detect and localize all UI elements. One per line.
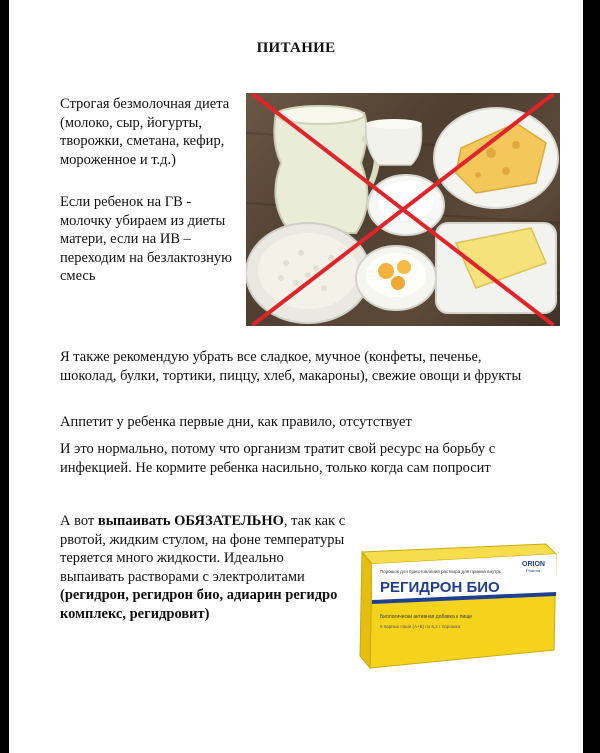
appetite-paragraph: Аппетит у ребенка первые дни, как правило, отсутствует <box>60 414 412 430</box>
hydration-text-2: , так как с рвотой, жидким стулом, на фоне температуры теряется много жидкости. Идеально выпаивать растворами с электролитами <box>60 513 346 585</box>
dairy-free-diet-paragraph: Строгая безмолочная диета (молоко, сыр, йогурты, творожки, сметана, кефир, мороженное и т.д.) <box>60 96 230 168</box>
milk-jug <box>274 106 376 233</box>
regidron-bio-box <box>354 540 559 680</box>
electrolyte-solutions-list: (регидрон, регидрон био, адиарин регидро комплекс, регидровит) <box>60 587 338 622</box>
orion-logo-text: ORION <box>522 561 545 568</box>
no-force-feeding-paragraph: И это нормально, потому что организм тратит свой ресурс на борьбу с инфекцией. Не кормите ребенка насильно, только когда сам попросит <box>60 441 496 476</box>
yogurt-bowl <box>356 246 436 310</box>
hydration-text-1: А вот <box>60 513 98 529</box>
cottage-cheese-bowl <box>246 223 370 323</box>
cream-jug <box>366 119 422 165</box>
product-pack-info: 5 парных саше (А+Б) по 6,4 г порошка <box>380 624 461 629</box>
package-small-text: Порошок для приготовления раствора для приема внутрь <box>380 569 502 574</box>
sweets-restriction-paragraph: Я также рекомендую убрать все сладкое, мучное (конфеты, печенье, шоколад, булки, тортики, пиццу, хлеб, макароны), свежие овощи и фрукты <box>60 349 522 384</box>
page-title: ПИТАНИЕ <box>256 40 336 56</box>
butter-dish <box>436 223 556 313</box>
hydration-emphasis: выпаивать ОБЯЗАТЕЛЬНО <box>97 513 284 529</box>
orion-pharma-text: Pharma <box>526 568 541 573</box>
product-name: РЕГИДРОН БИО <box>380 579 500 596</box>
cheese-plate <box>434 108 558 208</box>
dairy-products-illustration <box>246 93 560 326</box>
hydration-paragraph <box>60 512 350 623</box>
document-page <box>9 0 583 753</box>
regidron-bio-package <box>354 540 559 680</box>
breastfeeding-paragraph: Если ребенок на ГВ - молочку убираем из диеты матери, если на ИВ – переходим на безлактозную смесь <box>60 194 232 284</box>
product-subtitle: Биологически активная добавка к пище <box>380 614 473 620</box>
dairy-products-photo <box>246 93 560 326</box>
